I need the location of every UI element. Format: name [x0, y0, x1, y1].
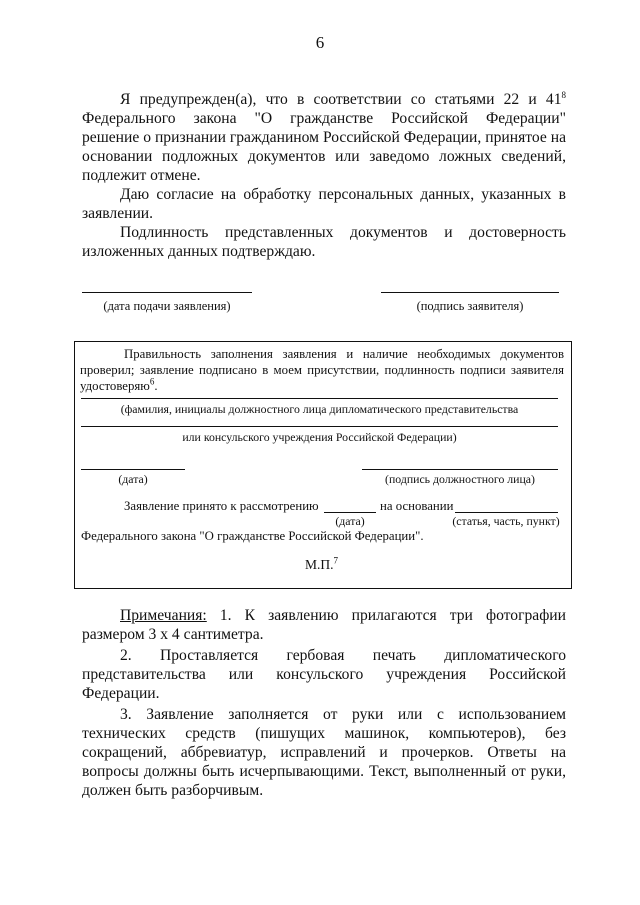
applicant-signature-line [381, 292, 559, 293]
verification-date-caption: (дата) [118, 472, 148, 486]
warning-line-2: Федерального закона "О гражданстве Российской Федерации" [82, 110, 566, 127]
warning-line-rest: решение о признании гражданином Российской Федерации, принятое на основании подложных документов или заведомо ложных сведений, подлежит отмене. [82, 129, 566, 184]
warning-line-1: Я предупрежден(а), что в соответствии со статьями 22 и $41^8$ [120, 89, 566, 108]
applicant-signature-caption: (подпись заявителя) [416, 299, 524, 313]
official-signature-line [362, 469, 558, 470]
accepted-for-review-label: Заявление принято к рассмотрению [124, 499, 319, 513]
verification-paragraph: Правильность заполнения заявления и наличие необходимых документов проверил; заявление подписано в моем присутствии, подлинность подписи заявителя удостоверяю$^6$. [80, 347, 564, 393]
official-signature-caption: (подпись должностного лица) [385, 472, 535, 486]
application-date-caption: (дата подачи заявления) [103, 299, 231, 313]
application-date-line [82, 292, 252, 293]
official-name-line [81, 398, 558, 399]
authenticity-paragraph: Подлинность представленных документов и достоверность изложенных данных подтверждаю. [82, 224, 566, 260]
basis-label: на основании [380, 499, 454, 513]
footnote-ref-6: 6 [149, 376, 155, 387]
verification-date-line [81, 469, 185, 470]
consulate-caption: или консульского учреждения Российской Федерации) [182, 430, 457, 444]
note-1-paragraph: Примечания: 1. К заявлению прилагаются три фотографии размером 3 х 4 сантиметра. [82, 607, 566, 643]
note-2-paragraph: 2. Проставляется гербовая печать дипломатического представительства или консульского учреждения Российской Федерации. [82, 647, 566, 702]
page-number: 6 [315, 33, 325, 52]
consulate-line [81, 426, 558, 427]
article-reference-line [455, 512, 558, 513]
official-name-caption: (фамилия, инициалы должностного лица дипломатического представительства [120, 402, 519, 416]
consent-paragraph: Даю согласие на обработку персональных данных, указанных в заявлении. [82, 186, 566, 222]
article-reference-caption: (статья, часть, пункт) [452, 514, 560, 528]
footnote-ref-7: 7 [333, 555, 339, 566]
footnote-ref-8: 8 [561, 89, 566, 100]
law-reference-text: Федерального закона "О гражданстве Российской Федерации". [81, 529, 424, 543]
notes-title: Примечания: [120, 607, 207, 624]
acceptance-date-line [324, 512, 376, 513]
acceptance-date-caption: (дата) [335, 514, 365, 528]
seal-place: М.П.$^7$ [305, 555, 339, 572]
note-3-paragraph: 3. Заявление заполняется от руки или с использованием технических средств (пишущих машинок, компьютеров), без сокращений, аббревиатур, исправлений и прочерков. Ответы на вопросы должны быть исчерпывающими. Текст, выполненный от руки, должен быть разборчивым. [82, 706, 566, 799]
warning-paragraph [82, 90, 566, 185]
